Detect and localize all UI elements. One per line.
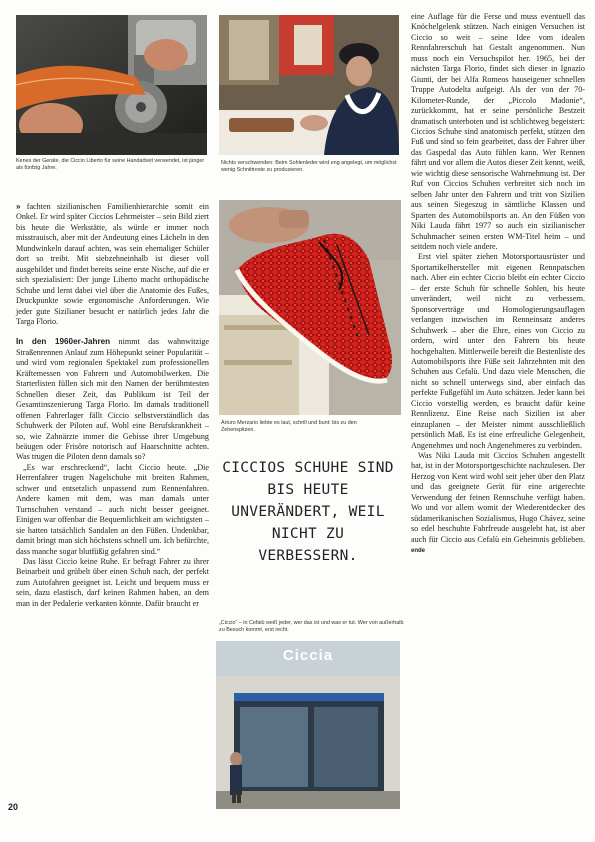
col3-paragraph-1: eine Auflage für die Ferse und muss eventuell das Knöchelgelenk stützen. Nach einigen Versuchen ist Ciccio so weit – seine Idee vom idealen Rennfahrerschuh hat Gestalt angenommen. Nun muss noch ein Versuchspilot her. 1965, bei der nächsten Targa Florio, findet sich dieser in Ignazio Giunti, der bei Alfa Romeos hauseigener schnellen Truppe Autodelta aufgeigt. Als der von der 70-Kilometer-Runde, der „Piccolo Madonie“, zurückkommt, hat er seine persönliche Bestzeit dramatisch unterboten und ist schlichtweg begeistert: Ciccios Schuhe sind anatomisch perfekt, stützen den Fuß und sind so fein gearbeitet, dass der Fahrer über das Gaspedal das Auto fühlen kann. Wer Rennen fährt und vor allem die Autos dieser Zeit kennt, weiß, wie wichtig diese sensorische Wahrnehmung ist. Der Ruf von Ciccios Schuhen verbreitet sich noch im selben Jahr unter den Fahrern und tritt von Sizilien aus seinen Siegeszug in sämtliche Klassen und Sparten des Automobilsports an. An den Füßen von Niki Lauda fährt 1977 so auch ein sizilianischer Schuhmacher seinen ersten WM-Titel heim – und seitdem noch viele andere. (411, 12, 585, 251)
caption-red-shoe: Arturo Merzario liebte es laut, schrill und bunt: bis zu den Zehenspitzen. (221, 420, 357, 434)
caption-shop: „Ciccio“ – in Cefalù weiß jeder, wer das ist und was er tut. Wer von außerhalb zu Besuch kommt, erst recht. (219, 620, 404, 634)
shop-sign: Ciccia (282, 647, 334, 664)
col1-paragraph-1: fachten sizilianischen Familienhierarchie somit ein Onkel. Er wird später Ciccios Lehrmeister – sein Bild ziert bis heute die Werkstätte, als würde er immer noch misstrauisch, aber mit der Andeutung eines Lächeln in den Mundwinkeln darauf achten, was sein ehemaliger Schüler dort so treibt. Mit siebzehneinhalb ist dieser voll ausgebildet und findet bereits seine erste Nische, auf die er sich spezialisiert: Der junge Liberto macht orthopädische Schuhe und lernt dabei viel über die Anatomie des Fußes, Druckpunkte sowie ergonomische Anforderungen. Wie jeder gute Sizilianer besucht er natürlich jedes Jahr die Targa Florio. (16, 202, 209, 326)
photo-shop-front (216, 641, 400, 809)
col3-paragraph-2: Erst viel später ziehen Motorsportausrüster und Sportartikelhersteller mit eigenen Rennpatschen nach. Aber ein echter Ciccio bleibt ein echter Ciccio – der erste Schuh für schnelle Sohlen, bis heute unverändert, weil nicht zu verbessern. Sponsorverträge und Homologierungsauflagen verlangen inzwischen im Renneinsatz anderes Schuhwerk – aber die Ehre, eines von Ciccio zu ordern, wird unter den Fahrern bis heute hochgehalten. Mittlerweile bereift die Bestenliste des Automobilsports ihre Füße seit Jahrzehnten mit den Schuhen aus Cefalù. Und dazu viele Menschen, die nicht so schnell unterwegs sind, aber einfach das perfekte Fußgefühl im Auto schätzen. Jeder kann bei Ciccio vorstellig werden, es braucht dafür keine Rennlizenz. Eine Reise nach Sizilien ist aber einzuplanen – der Meister nimmt ausschließlich persönlich Maß. Es ist eine erfreuliche Gelegenheit, Angenehmes und noch Angenehmeres zu verbinden. (411, 252, 585, 450)
end-mark: ende (411, 548, 426, 555)
article-column-left (16, 202, 209, 609)
article-column-right (411, 12, 585, 557)
photo-sewing-machine (16, 15, 207, 155)
col1-paragraph-2: nimmt das wahnwitzige Straßenrennen Anlauf zum Höhepunkt seiner Popularität – und wird vom regionalen Spektakel zum professionellen Kräftemessen von Fahrern und Automobilwerken. Die Starterlisten füllen sich mit den Namen der berühmtesten Schnellen dieser Zeit, das Publikum ist Teil der Gesamtinszenierung Targa Florio. Im damals traditionell offenen Fahrerlager fällt Ciccio selbstverständlich das Schuhwerk der Piloten auf. Wohl eine Berufskrankheit – so, wie Zahnärzte immer die Gebisse ihrer Umgebung beäugen oder Frisöre notorisch auf Haarschnitte achten. Was trugen die Piloten denn damals so? (16, 337, 209, 462)
caption-worker: Nichts verschwenden: Beim Sohlenleder wird eng angelegt, um möglichst wenig Schnittreste zu produzieren. (221, 160, 397, 174)
continuation-arrow: » (16, 202, 21, 211)
pull-quote: CICCIOS SCHUHE SIND BIS HEUTE UNVERÄNDERT, WEIL NICHT ZU VERBESSERN. (222, 460, 394, 564)
photo-red-shoe (219, 200, 401, 415)
photo-worker (219, 15, 399, 155)
col3-paragraph-3: Was Niki Lauda mit Ciccios Schuhen angestellt hat, ist in der Motorsportgeschichte nachzulesen. Der Herzog von Kent wird wohl seit jeher über den Platz und das geeignete Gerät für eine artgerechte Verwendung der feinen Rennschuhe verfügt haben. Wo und vor allem womit der Wiederentdecker des südamerikanischen Sozialismus, Hugo Chávez, seine so edel beschuhte Fahrfreude ausgelebt hat, ist aber auch für Ciccio aus Cefalù ein Geheimnis geblieben. (411, 451, 585, 544)
col1-paragraph-4: Das lässt Ciccio keine Ruhe. Er befragt Fahrer zu ihrer Beinarbeit und grübelt über einen Schuh nach, der perfekt zum Autofahren geeignet ist. Leicht und bequem muss er sein, dazu elastisch, darf keinen Rahmen haben, an dem man in der Pedalerie verkanten könnte. Dafür braucht er (16, 556, 209, 608)
caption-sewing-machine: Kenes der Geräte, die Ciccio Liberto für seine Handarbeit verwendet, ist jünger als fünfzig Jahre. (16, 158, 205, 172)
page-number: 20 (8, 802, 19, 812)
section-lead-in: In den 1960er-Jahren (16, 337, 111, 347)
col1-paragraph-3: „Es war erschreckend“, lacht Ciccio heute. „Die Herrenfahrer trugen Nagelschuhe mit breiten Rahmen, schwer und entsetzlich unpassend zum Rennenfahren. Andere kamen mit dem, was man damals unter Turnschuhen verstand – auch nicht besser geeignet. Einigen war offenbar die Bequemlichkeit am wichtigsten – sie hatten tatsächlich Sandalen an den Füßen. Undenkbar, damit bringt man sich höchstens schnell um. Ich befürchte, dass manche sogar blutfüßig gefahren sind.“ (16, 462, 209, 556)
